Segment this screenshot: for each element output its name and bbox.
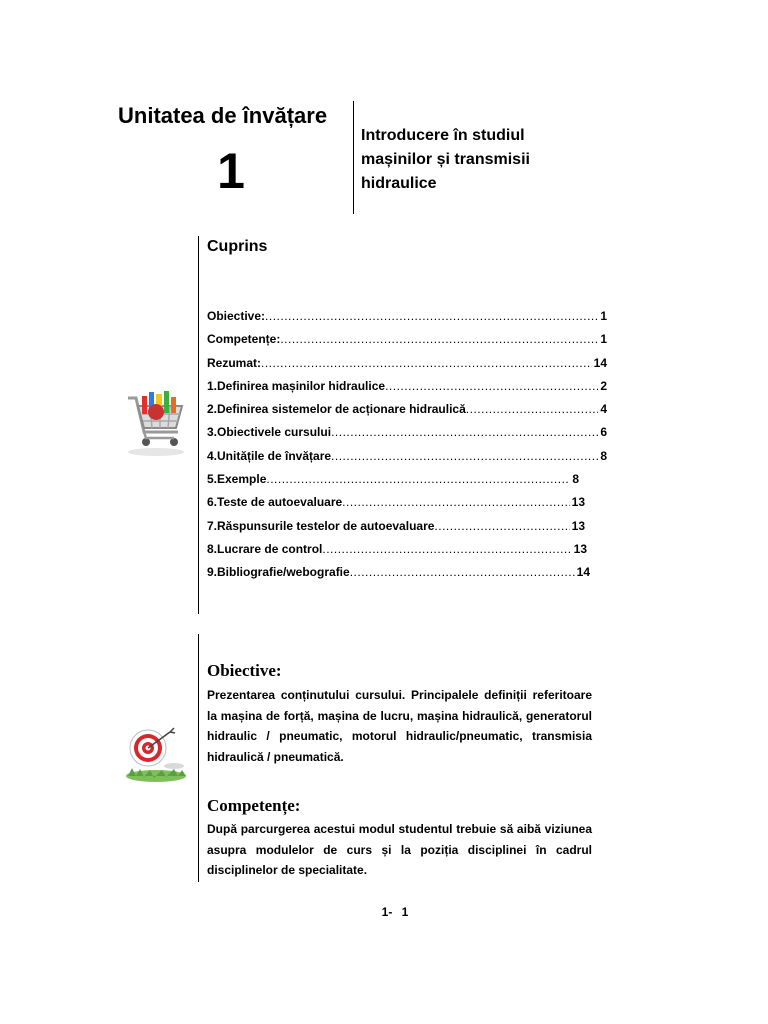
toc-item-title: 1.Definirea mașinilor hidraulice (207, 378, 386, 393)
toc-item-page: 13 (571, 495, 585, 510)
toc-item-title: Obiective: (207, 309, 266, 323)
toc-item[interactable] (207, 402, 607, 425)
toc-margin-line (198, 236, 199, 614)
toc-item-page: 1 (600, 309, 607, 323)
toc-item-page: 14 (576, 565, 590, 580)
toc-item[interactable] (207, 332, 607, 355)
header-subtitle (361, 124, 601, 196)
toc-item-title: Competențe: (207, 332, 281, 347)
toc-item[interactable] (207, 425, 607, 448)
toc-leader-dots (385, 379, 598, 402)
toc-item-page: 8 (572, 472, 579, 487)
toc-item[interactable] (207, 565, 590, 588)
shopping-cart-icon (122, 388, 190, 458)
toc-list (207, 309, 607, 589)
toc-item[interactable] (207, 495, 585, 518)
competences-heading: Competențe: (207, 796, 301, 815)
toc-item[interactable] (207, 379, 607, 402)
toc-item-title: 6.Teste de autoevaluare (207, 495, 343, 510)
toc-item[interactable] (207, 472, 579, 495)
target-icon (118, 722, 192, 786)
objectives-margin-line (198, 634, 199, 882)
subtitle-line: hidraulice (361, 175, 437, 192)
toc-leader-dots (280, 332, 598, 355)
page-number: 1- 1 (381, 905, 409, 919)
competences-text: După parcurgerea acestui modul studentul trebuie să aibă viziunea asupra modulelor de curs și la poziția disciplinei în cadrul disciplinelor de specialitate. (207, 822, 592, 877)
toc-item-title: 5.Exemple (207, 472, 267, 487)
toc-leader-dots (342, 495, 569, 518)
toc-item-title: 9.Bibliografie/webografie (207, 565, 350, 580)
toc-item-page: 1 (600, 332, 607, 347)
toc-item-title: 4.Unitățile de învățare (207, 448, 332, 463)
toc-item[interactable] (207, 519, 585, 542)
toc-item-title: Rezumat: (207, 355, 262, 370)
toc-item-page: 4 (600, 402, 607, 417)
toc-leader-dots (322, 542, 571, 565)
toc-item[interactable] (207, 356, 607, 379)
toc-item-page: 8 (600, 448, 607, 463)
objectives-text: Prezentarea conținutului cursului. Principalele definiții referitoare la mașina de forță, mașina de lucru, mașina hidraulică, generatorul hidraulic / pneumatic, motorul hidraulic/pneumatic, transmisia hidraulică / pneumatică. (207, 688, 592, 764)
toc-heading: Cuprins (207, 238, 268, 255)
toc-item-page: 6 (600, 425, 607, 440)
header-divider (353, 101, 354, 214)
toc-leader-dots (331, 425, 598, 448)
toc-item-title: 8.Lucrare de control (207, 541, 323, 556)
subtitle-line: mașinilor și transmisii (361, 151, 530, 168)
toc-item-page: 13 (573, 541, 587, 556)
toc-leader-dots (434, 519, 569, 542)
objectives-heading: Obiective: (207, 661, 282, 680)
unit-title: Unitatea de învățare (118, 103, 328, 128)
toc-leader-dots (350, 565, 575, 588)
toc-item[interactable] (207, 449, 607, 472)
toc-leader-dots (266, 472, 570, 495)
toc-item[interactable] (207, 542, 587, 565)
toc-item[interactable] (207, 309, 607, 332)
toc-item-title: 2.Definirea sistemelor de acționare hidraulică (207, 402, 466, 417)
toc-leader-dots (466, 402, 599, 425)
toc-item-page: 2 (600, 378, 607, 393)
toc-item-page: 14 (593, 355, 607, 370)
toc-item-page: 13 (571, 518, 585, 533)
toc-item-title: 3.Obiectivele cursului (207, 425, 332, 440)
toc-leader-dots (265, 309, 598, 332)
toc-item-title: 7.Răspunsurile testelor de autoevaluare (207, 518, 435, 533)
toc-leader-dots (261, 356, 592, 379)
toc-leader-dots (331, 449, 598, 472)
unit-number: 1 (217, 143, 245, 199)
subtitle-line: Introducere în studiul (361, 127, 525, 144)
